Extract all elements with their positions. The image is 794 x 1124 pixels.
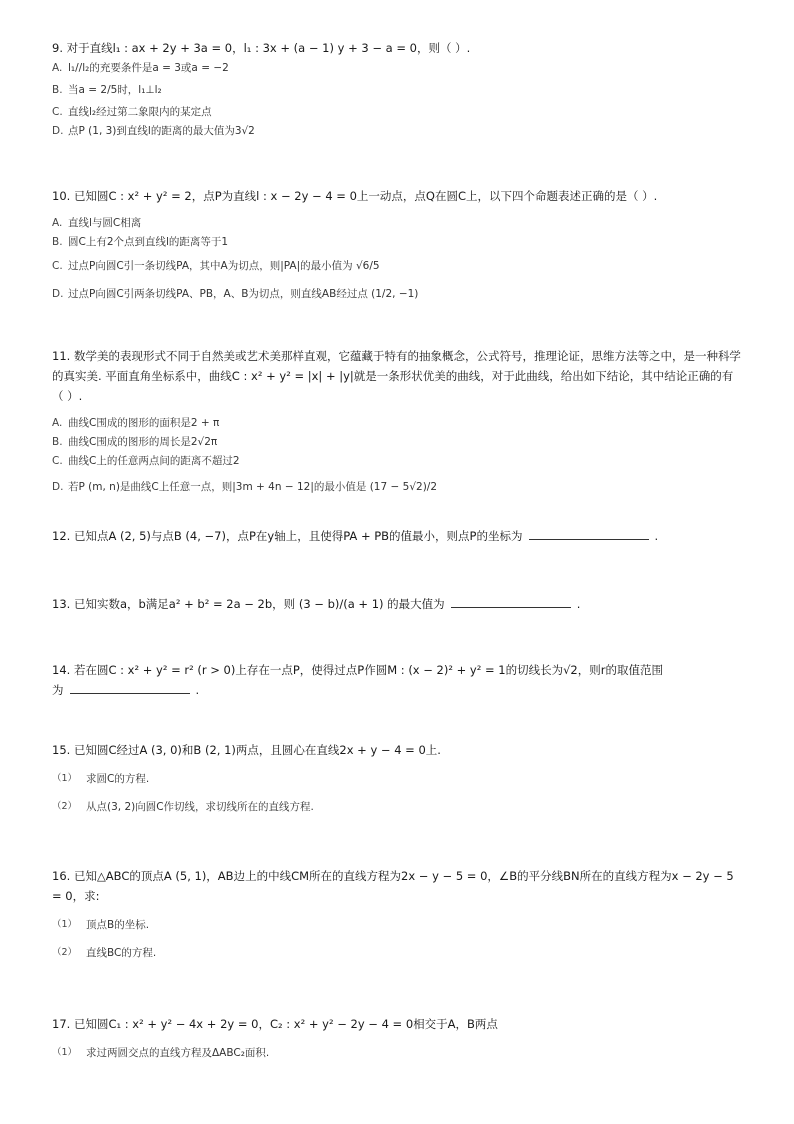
stem-end: . [576, 597, 581, 611]
option-label: C. [52, 106, 63, 118]
option-text: 曲线C围成的图形的周长是2√2π [68, 436, 218, 448]
question-stem: 16. 已知△ABC的顶点A (5, 1)，AB边上的中线CM所在的直线方程为2x − y − 5 = 0，∠B的平分线BN所在的直线方程为x − 2y − 5 = 0，求: [52, 869, 734, 903]
option-text: 过点P向圆C引一条切线PA，其中A为切点，则|PA|的最小值为 √6/5 [68, 260, 380, 272]
question-15 [52, 740, 742, 816]
option-c [52, 257, 742, 275]
option-label: A. [52, 417, 63, 429]
option-d [52, 285, 742, 303]
option-d [52, 122, 742, 140]
option-b [52, 81, 742, 99]
sub-text: 顶点B的坐标. [86, 919, 150, 931]
option-a [52, 214, 742, 232]
question-11 [52, 346, 742, 496]
question-17 [52, 1014, 742, 1062]
option-text: l₁//l₂的充要条件是a = 3或a = −2 [68, 62, 229, 74]
option-label: D. [52, 481, 64, 493]
option-label: C. [52, 455, 63, 467]
option-label: D. [52, 288, 64, 300]
sub-label: （1） [52, 919, 78, 930]
sub-label: （2） [52, 801, 78, 812]
sub-text: 求圆C的方程. [86, 773, 150, 785]
question-stem: 15. 已知圆C经过A (3, 0)和B (2, 1)两点，且圆心在直线2x + y − 4 = 0上. [52, 743, 441, 757]
sub-label: （1） [52, 773, 78, 784]
question-stem [52, 526, 742, 546]
answer-blank[interactable] [529, 527, 649, 540]
stem-end: . [195, 683, 200, 697]
answer-blank[interactable] [451, 595, 571, 608]
option-a [52, 59, 742, 77]
question-stem: 17. 已知圆C₁ : x² + y² − 4x + 2y = 0，C₂ : x² + y² − 2y − 4 = 0相交于A，B两点 [52, 1017, 498, 1031]
option-text: 曲线C上的任意两点间的距离不超过2 [68, 455, 240, 467]
sub-text: 从点(3, 2)向圆C作切线，求切线所在的直线方程. [86, 801, 314, 813]
sub-label: （2） [52, 947, 78, 958]
option-label: B. [52, 236, 63, 248]
stem-text: 12. 已知点A (2, 5)与点B (4, −7)，点P在y轴上，且使得PA + PB的值最小，则点P的坐标为 [52, 529, 523, 543]
option-c [52, 103, 742, 121]
option-text: 点P (1, 3)到直线l的距离的最大值为3√2 [68, 125, 255, 137]
option-label: D. [52, 125, 64, 137]
option-text: 若P (m, n)是曲线C上任意一点，则|3m + 4n − 12|的最小值是 (17 − 5√2)/2 [68, 481, 438, 493]
sub-text: 直线BC的方程. [86, 947, 157, 959]
option-text: 曲线C围成的图形的面积是2 + π [68, 417, 220, 429]
option-text: 直线l与圆C相离 [68, 217, 142, 229]
sub-question-1 [52, 1044, 742, 1062]
option-text: 直线l₂经过第二象限内的某定点 [68, 106, 212, 118]
option-label: B. [52, 436, 63, 448]
question-stem [52, 594, 742, 614]
question-13 [52, 594, 742, 614]
sub-question-1 [52, 916, 742, 934]
option-text: 过点P向圆C引两条切线PA、PB，A、B为切点，则直线AB经过点 (1/2, −1) [68, 288, 419, 300]
option-label: B. [52, 84, 63, 96]
sub-question-2 [52, 944, 742, 962]
option-c [52, 452, 742, 470]
answer-blank[interactable] [70, 681, 190, 694]
question-10 [52, 186, 742, 303]
question-stem: 10. 已知圆C : x² + y² = 2，点P为直线l : x − 2y − 4 = 0上一动点，点Q在圆C上，以下四个命题表述正确的是（ ）. [52, 189, 658, 203]
option-label: A. [52, 62, 63, 74]
stem-text: 13. 已知实数a，b满足a² + b² = 2a − 2b，则 (3 − b)/(a + 1) 的最大值为 [52, 597, 445, 611]
sub-question-2 [52, 798, 742, 816]
option-b [52, 433, 742, 451]
option-b [52, 233, 742, 251]
stem-text: 为 [52, 683, 64, 697]
option-text: 当a = 2/5时，l₁⊥l₂ [68, 84, 162, 96]
question-stem: 11. 数学美的表现形式不同于自然美或艺术美那样直观，它蕴藏于特有的抽象概念，公式符号，推理论证，思维方法等之中，是一种科学的真实美. 平面直角坐标系中，曲线C : x² + y² = |x| + |y|就是一条形状优美的曲线，对于此曲线，给出如下结论，其中结论正确的有（ ）. [52, 349, 741, 403]
question-12 [52, 526, 742, 546]
question-9 [52, 38, 742, 140]
sub-question-1 [52, 770, 742, 788]
sub-label: （1） [52, 1047, 78, 1058]
sub-text: 求过两圆交点的直线方程及ΔABC₂面积. [86, 1047, 270, 1059]
question-16 [52, 866, 742, 962]
question-stem: 9. 对于直线l₁ : ax + 2y + 3a = 0，l₁ : 3x + (a − 1) y + 3 − a = 0，则（ ）. [52, 41, 471, 55]
option-label: A. [52, 217, 63, 229]
option-a [52, 414, 742, 432]
stem-end: . [654, 529, 659, 543]
option-label: C. [52, 260, 63, 272]
question-14 [52, 660, 742, 700]
question-stem-line-1: 14. 若在圆C : x² + y² = r² (r > 0)上存在一点P，使得过点P作圆M : (x − 2)² + y² = 1的切线长为√2，则r的取值范围 [52, 663, 663, 677]
option-text: 圆C上有2个点到直线l的距离等于1 [68, 236, 229, 248]
question-stem-line-2 [52, 680, 742, 700]
option-d [52, 478, 742, 496]
